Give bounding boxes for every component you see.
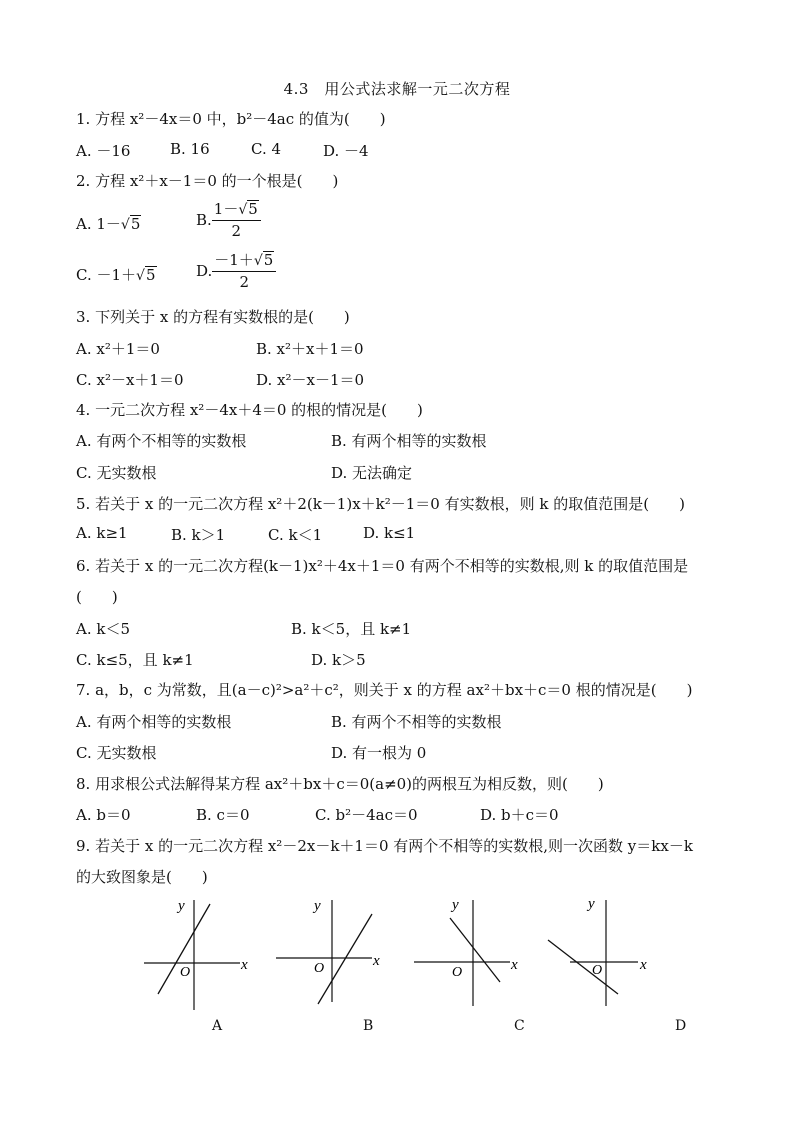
origin-label: O bbox=[180, 965, 191, 980]
graph-b-line bbox=[318, 914, 372, 1004]
question-7-stem: 7. a，b，c 为常数，且(a－c)²>a²＋c²，则关于 x 的方程 ax²＋bx＋c＝0 根的情况是( ) bbox=[76, 681, 693, 699]
sqrt-sign: √ bbox=[120, 217, 130, 233]
q2-d-denominator: 2 bbox=[239, 273, 250, 291]
axis-x-label: x bbox=[241, 957, 248, 973]
q3-option-c[interactable]: C. x²－x＋1＝0 bbox=[76, 371, 184, 389]
q1-option-c[interactable]: C. 4 bbox=[251, 140, 282, 158]
graph-d-label: D bbox=[675, 1018, 687, 1034]
q6-option-c[interactable]: C. k≤5，且 k≠1 bbox=[76, 651, 194, 669]
q2-b-num-prefix: 1－ bbox=[213, 200, 239, 218]
question-4-stem: 4. 一元二次方程 x²－4x＋4＝0 的根的情况是( ) bbox=[76, 401, 423, 419]
axis-y-label: y bbox=[178, 898, 185, 914]
q7-option-d[interactable]: D. 有一根为 0 bbox=[331, 744, 427, 762]
q2-d-num-prefix: －1＋ bbox=[214, 251, 254, 269]
origin-label: O bbox=[592, 963, 603, 978]
q2-c-radicand: 5 bbox=[145, 266, 156, 284]
question-2-stem: 2. 方程 x²＋x－1＝0 的一个根是( ) bbox=[76, 172, 339, 190]
origin-label: O bbox=[314, 961, 325, 976]
axis-y-label: y bbox=[452, 897, 459, 913]
q3-option-d[interactable]: D. x²－x－1＝0 bbox=[256, 371, 365, 389]
q2-b-prefix: B. bbox=[196, 211, 212, 229]
q7-option-c[interactable]: C. 无实数根 bbox=[76, 744, 157, 762]
q2-option-b[interactable] bbox=[196, 199, 261, 241]
q8-option-c[interactable]: C. b²－4ac＝0 bbox=[315, 806, 418, 824]
question-6-stem-cont: ( ) bbox=[76, 588, 118, 606]
q2-d-prefix: D. bbox=[196, 262, 213, 280]
question-9-stem: 9. 若关于 x 的一元二次方程 x²－2x－k＋1＝0 有两个不相等的实数根,则一次函数 y＝kx－k bbox=[76, 837, 693, 855]
graph-a[interactable] bbox=[140, 890, 260, 1010]
sqrt-sign: √ bbox=[238, 202, 248, 218]
q2-b-denominator: 2 bbox=[231, 222, 242, 240]
sqrt-sign: √ bbox=[253, 253, 263, 269]
q8-option-b[interactable]: B. c＝0 bbox=[196, 806, 250, 824]
page-title: 4.3 用公式法求解一元二次方程 bbox=[283, 80, 511, 98]
q2-a-prefix: A. 1－ bbox=[76, 215, 121, 233]
sqrt-sign: √ bbox=[136, 268, 145, 284]
q2-option-a[interactable] bbox=[76, 213, 141, 234]
q2-c-prefix: C. －1＋ bbox=[76, 266, 137, 284]
question-6-stem: 6. 若关于 x 的一元二次方程(k－1)x²＋4x＋1＝0 有两个不相等的实数根,则 k 的取值范围是 bbox=[76, 557, 689, 575]
question-1-stem: 1. 方程 x²－4x＝0 中，b²－4ac 的值为( ) bbox=[76, 110, 386, 128]
graph-d-line bbox=[548, 940, 618, 994]
graph-a-line bbox=[158, 904, 210, 994]
q8-option-a[interactable]: A. b＝0 bbox=[76, 806, 131, 824]
q6-option-a[interactable]: A. k＜5 bbox=[76, 620, 131, 638]
graph-a-label: A bbox=[212, 1018, 223, 1034]
q2-d-radicand: 5 bbox=[263, 251, 274, 269]
q3-option-b[interactable]: B. x²＋x＋1＝0 bbox=[256, 340, 364, 358]
axis-x-label: x bbox=[640, 957, 647, 973]
axis-y-label: y bbox=[314, 898, 321, 914]
axis-x-label: x bbox=[511, 957, 518, 973]
q2-option-c[interactable] bbox=[76, 264, 157, 285]
q2-b-fraction bbox=[212, 199, 261, 241]
q3-option-a[interactable]: A. x²＋1＝0 bbox=[76, 340, 160, 358]
q6-option-b[interactable]: B. k＜5，且 k≠1 bbox=[291, 620, 412, 638]
q6-option-d[interactable]: D. k＞5 bbox=[311, 651, 366, 669]
q1-option-a[interactable]: A. －16 bbox=[76, 142, 131, 160]
q7-option-a[interactable]: A. 有两个相等的实数根 bbox=[76, 713, 232, 731]
q8-option-d[interactable]: D. b＋c＝0 bbox=[480, 806, 559, 824]
q1-option-d[interactable]: D. －4 bbox=[323, 142, 369, 160]
q4-option-d[interactable]: D. 无法确定 bbox=[331, 464, 413, 482]
question-5-stem: 5. 若关于 x 的一元二次方程 x²＋2(k－1)x＋k²－1＝0 有实数根，则 k 的取值范围是( ) bbox=[76, 495, 685, 513]
q2-b-radicand: 5 bbox=[248, 200, 258, 218]
q4-option-b[interactable]: B. 有两个相等的实数根 bbox=[331, 432, 487, 450]
q5-option-b[interactable]: B. k＞1 bbox=[171, 526, 226, 544]
q5-option-d[interactable]: D. k≤1 bbox=[363, 524, 416, 542]
axis-x-label: x bbox=[373, 953, 380, 969]
graph-b[interactable] bbox=[272, 890, 392, 1010]
q4-option-c[interactable]: C. 无实数根 bbox=[76, 464, 157, 482]
graph-b-label: B bbox=[363, 1018, 374, 1034]
graph-c[interactable] bbox=[410, 890, 530, 1010]
q2-a-radicand: 5 bbox=[130, 215, 141, 233]
graph-d[interactable] bbox=[540, 890, 660, 1010]
q5-option-a[interactable]: A. k≥1 bbox=[76, 524, 128, 542]
question-8-stem: 8. 用求根公式法解得某方程 ax²＋bx＋c＝0(a≠0)的两根互为相反数，则( ) bbox=[76, 775, 604, 793]
q5-option-c[interactable]: C. k＜1 bbox=[268, 526, 323, 544]
q2-option-d[interactable] bbox=[196, 250, 276, 292]
question-3-stem: 3. 下列关于 x 的方程有实数根的是( ) bbox=[76, 308, 350, 326]
q4-option-a[interactable]: A. 有两个不相等的实数根 bbox=[76, 432, 247, 450]
q2-d-fraction bbox=[212, 250, 276, 292]
q1-option-b[interactable]: B. 16 bbox=[170, 140, 210, 158]
graph-c-label: C bbox=[514, 1018, 525, 1034]
axis-y-label: y bbox=[588, 896, 595, 912]
question-9-stem-cont: 的大致图象是( ) bbox=[76, 868, 208, 886]
q7-option-b[interactable]: B. 有两个不相等的实数根 bbox=[331, 713, 502, 731]
origin-label: O bbox=[452, 965, 463, 980]
